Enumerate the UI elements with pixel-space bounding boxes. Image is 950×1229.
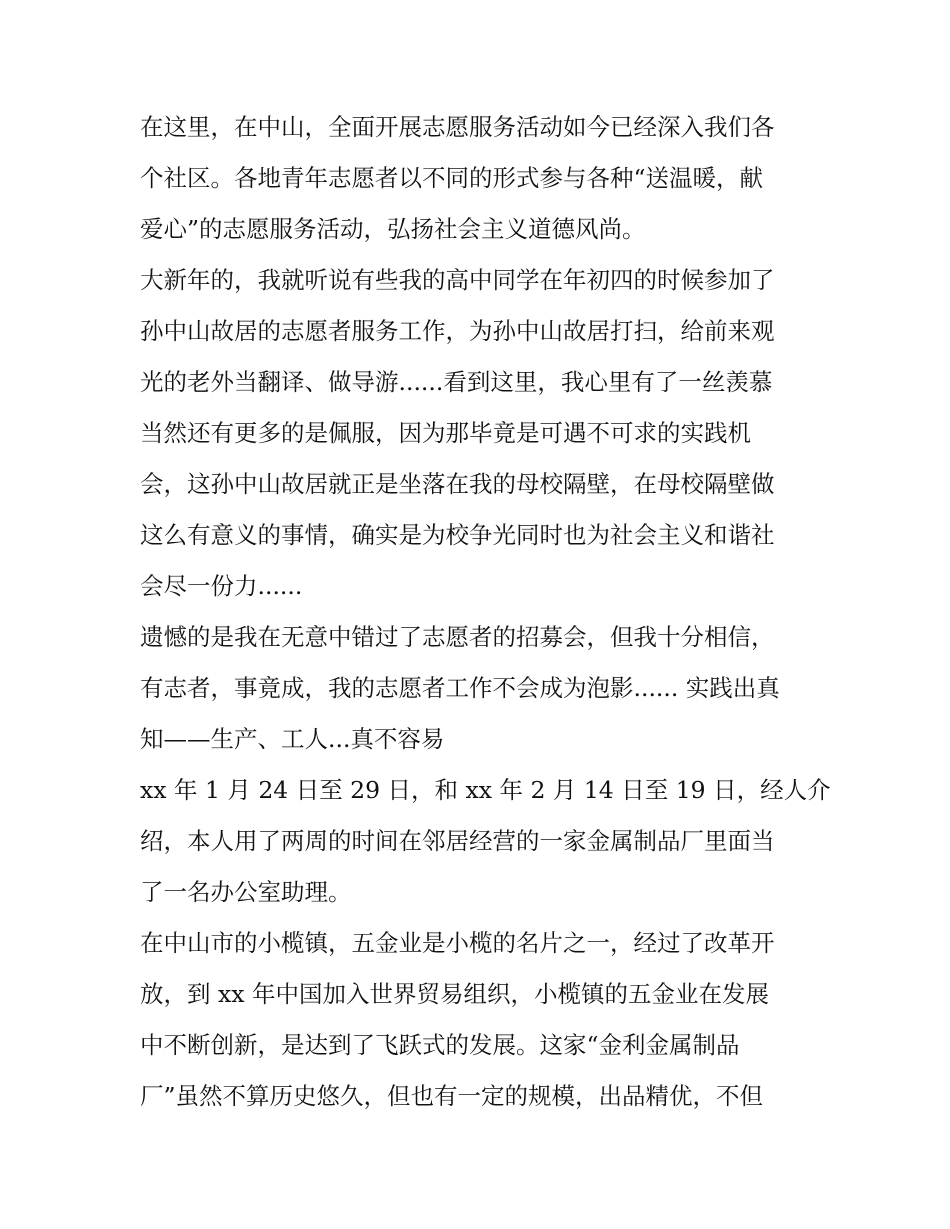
text-line: xx 年 1 月 24 日至 29 日，和 xx 年 2 月 14 日至 19 日，经人介 (140, 776, 831, 804)
text-line: 会，这孙中山故居就正是坐落在我的母校隔壁，在母校隔壁做 (140, 470, 775, 498)
text-line: 爱心”的志愿服务活动，弘扬社会主义道德风尚。 (140, 215, 646, 243)
text-line: 绍，本人用了两周的时间在邻居经营的一家金属制品厂里面当 (140, 827, 775, 855)
text-line: 放，到 xx 年中国加入世界贸易组织，小榄镇的五金业在发展 (140, 980, 769, 1008)
text-line: 会尽一份力...... (140, 572, 303, 600)
text-line: 当然还有更多的是佩服，因为那毕竟是可遇不可求的实践机 (140, 419, 751, 447)
text-line: 这么有意义的事情，确实是为校争光同时也为社会主义和谐社 (140, 521, 775, 549)
text-line: 厂”虽然不算历史悠久，但也有一定的规模，出品精优，不但 (140, 1082, 764, 1110)
text-line: 在中山市的小榄镇，五金业是小榄的名片之一，经过了改革开 (140, 929, 775, 957)
text-line: 中不断创新，是达到了飞跃式的发展。这家“金利金属制品 (140, 1031, 740, 1059)
text-line: 孙中山故居的志愿者服务工作，为孙中山故居打扫，给前来观 (140, 317, 775, 345)
text-line: 遗憾的是我在无意中错过了志愿者的招募会，但我十分相信， (140, 623, 775, 651)
paragraph-xiaolan-town (140, 918, 815, 1122)
text-line: 了一名办公室助理。 (140, 878, 352, 906)
text-line: 在这里，在中山，全面开展志愿服务活动如今已经深入我们各 (140, 113, 775, 141)
text-line: 知——生产、工人...真不容易 (140, 725, 445, 753)
text-line: 有志者，事竟成，我的志愿者工作不会成为泡影...... 实践出真 (140, 674, 780, 702)
text-line: 个社区。各地青年志愿者以不同的形式参与各种“送温暖，献 (140, 164, 764, 192)
paragraph-volunteer-intro (140, 102, 815, 255)
text-line: 光的老外当翻译、做导游......看到这里，我心里有了一丝羡慕 (140, 368, 773, 396)
document-body (140, 102, 831, 1122)
paragraph-regret (140, 612, 815, 765)
paragraph-internship (140, 765, 831, 918)
text-line: 大新年的，我就听说有些我的高中同学在年初四的时候参加了 (140, 266, 775, 294)
paragraph-classmates (140, 255, 815, 612)
